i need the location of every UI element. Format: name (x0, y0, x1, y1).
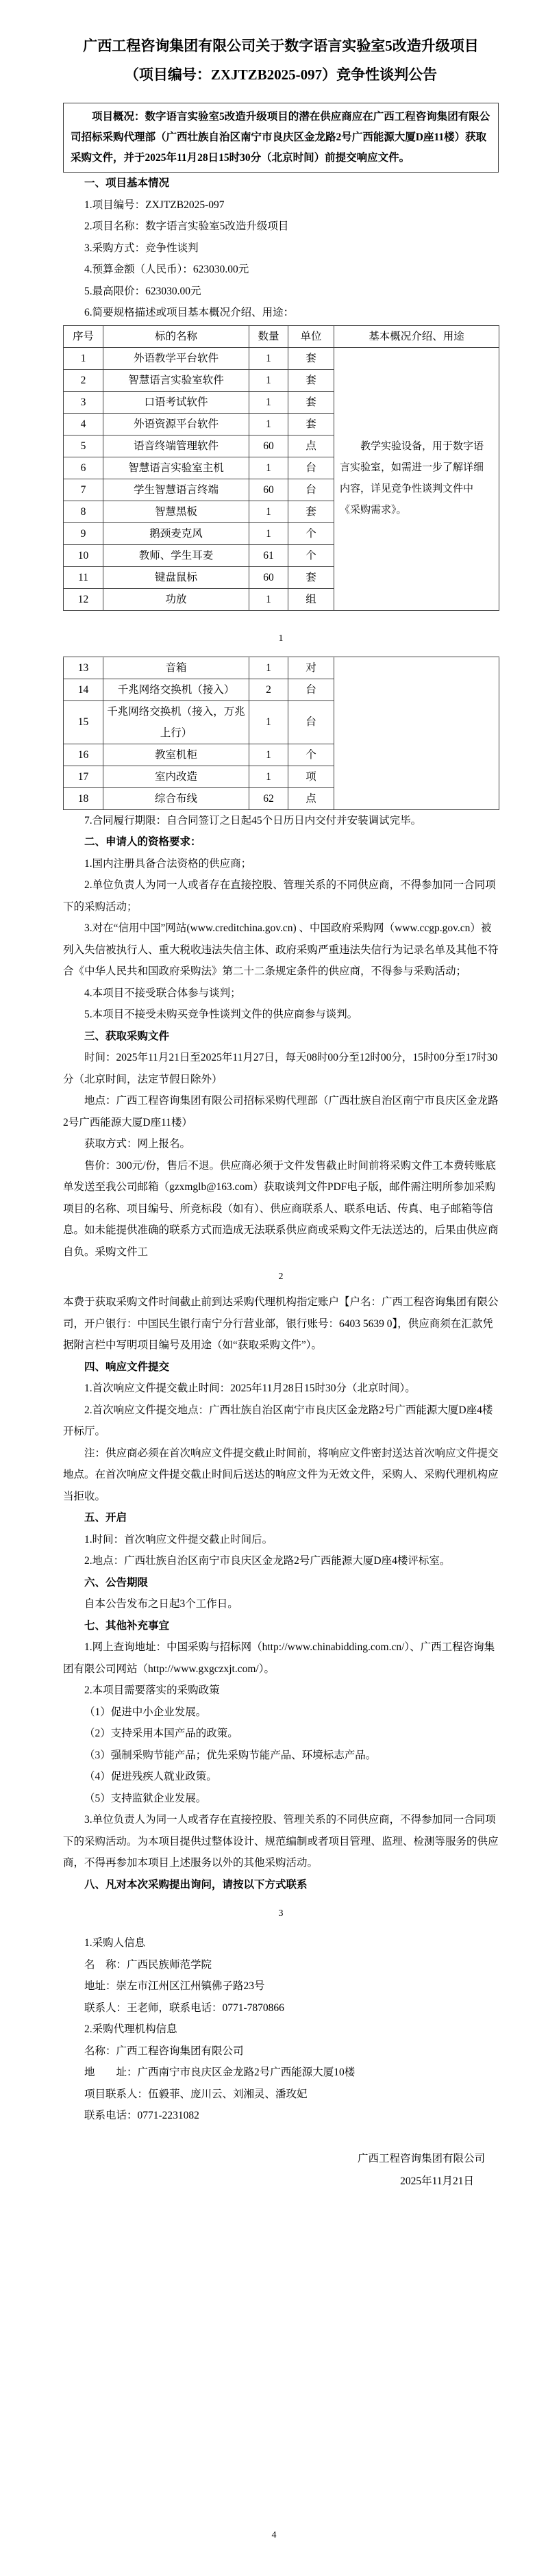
items-table-part1 (63, 325, 499, 611)
policy-item: （3）强制采购节能产品；优先采购节能产品、环境标志产品。 (84, 1749, 377, 1761)
cell-unit: 套 (288, 501, 334, 522)
cell-no: 2 (64, 369, 103, 391)
doc-obtain-place: 地点：广西工程咨询集团有限公司招标采购代理部（广西壮族自治区南宁市良庆区金龙路2号广西能源大厦D座11楼） (63, 1095, 499, 1128)
policy-item: （4）促进残疾人就业政策。 (84, 1771, 217, 1782)
cell-qty: 60 (249, 435, 288, 457)
agent-contacts: 项目联系人：伍毅菲、庞川云、刘湘灵、潘玫妃 (84, 2088, 308, 2100)
page-number-1: 1 (278, 633, 284, 644)
table-row (64, 347, 499, 369)
cell-no: 7 (64, 479, 103, 501)
cell-qty: 1 (249, 369, 288, 391)
cell-qty: 1 (249, 766, 288, 787)
project-name: 2.项目名称：数字语言实验室5改造升级项目 (84, 220, 289, 232)
buyer-address: 地址：崇左市江州区江州镇佛子路23号 (84, 1980, 265, 1992)
cell-qty: 60 (249, 479, 288, 501)
col-header-no: 序号 (64, 325, 103, 347)
cell-unit: 台 (288, 700, 334, 744)
cell-no: 8 (64, 501, 103, 522)
title-line-1: 广西工程咨询集团有限公司关于数字语言实验室5改造升级项目 (83, 38, 479, 54)
submit-deadline: 1.首次响应文件提交截止时间：2025年11月28日15时30分（北京时间）。 (84, 1382, 416, 1394)
section3-heading: 三、获取采购文件 (84, 1030, 170, 1042)
cell-no: 5 (64, 435, 103, 457)
cell-name: 鹅颈麦克风 (103, 522, 249, 544)
cell-description: 教学实验设备，用于数字语言实验室，如需进一步了解详细内容，详见竞争性谈判文件中《采购需求》。 (334, 347, 499, 610)
page-number-2: 2 (278, 1272, 284, 1282)
qualification-item: 4.本项目不接受联合体参与谈判； (84, 987, 241, 999)
cell-qty: 1 (249, 657, 288, 679)
buyer-contact: 联系人：王老师，联系电话：0771-7870866 (84, 2002, 284, 2014)
cell-name: 口语考试软件 (103, 391, 249, 413)
cell-unit: 个 (288, 544, 334, 566)
doc-obtain-method: 获取方式：网上报名。 (84, 1138, 191, 1150)
max-price: 5.最高限价：623030.00元 (84, 285, 201, 297)
items-table-part2 (63, 656, 499, 810)
cell-name: 语音终端管理软件 (103, 435, 249, 457)
cell-unit: 套 (288, 369, 334, 391)
project-overview-box (63, 103, 499, 173)
submit-place: 2.首次响应文件提交地点：广西壮族自治区南宁市良庆区金龙路2号广西能源大厦D座4楼开标厅。 (63, 1404, 493, 1437)
cell-unit: 组 (288, 588, 334, 610)
cell-no: 18 (64, 787, 103, 809)
cell-name: 功放 (103, 588, 249, 610)
procurement-method: 3.采购方式：竞争性谈判 (84, 242, 199, 254)
section2-heading: 二、申请人的资格要求： (84, 836, 201, 848)
cell-qty: 1 (249, 457, 288, 479)
qualification-item: 2.单位负责人为同一人或者存在直接控股、管理关系的不同供应商，不得参加同一合同项下的采购活动； (63, 879, 496, 913)
cell-unit: 个 (288, 522, 334, 544)
cell-unit: 套 (288, 566, 334, 588)
cell-no: 12 (64, 588, 103, 610)
cell-no: 13 (64, 657, 103, 679)
qualification-item: 3.对在“信用中国”网站(www.creditchina.gov.cn) 、中国政府采购网（www.ccgp.gov.cn）被列入失信被执行人、重大税收违法失信主体、政府采购严重违法失信行为记录名单及其他不符合《中华人民共和国政府采购法》第二十二条规定条件的供应商，不得参与采购活动； (63, 922, 499, 977)
title-line-2: （项目编号：ZXJTZB2025-097）竞争性谈判公告 (124, 66, 438, 83)
policy-item: （2）支持采用本国产品的政策。 (84, 1728, 238, 1739)
cell-name: 音箱 (103, 657, 249, 679)
cell-qty: 60 (249, 566, 288, 588)
cell-name: 外语资源平台软件 (103, 413, 249, 435)
col-header-qty: 数量 (249, 325, 288, 347)
buyer-name: 名 称：广西民族师范学院 (84, 1958, 212, 1971)
cell-unit: 套 (288, 347, 334, 369)
submit-note: 注：供应商必须在首次响应文件提交截止时间前，将响应文件密封送达首次响应文件提交地点。在首次响应文件提交截止时间后送达的响应文件为无效文件，采购人、采购代理机构应当拒收。 (63, 1447, 499, 1502)
cell-no: 14 (64, 679, 103, 700)
cell-unit: 对 (288, 657, 334, 679)
cell-unit: 台 (288, 457, 334, 479)
section6-heading: 六、公告期限 (84, 1576, 149, 1589)
cell-no: 6 (64, 457, 103, 479)
spec-intro-label: 6.简要规格描述或项目基本概况介绍、用途： (84, 307, 295, 318)
cell-unit: 台 (288, 479, 334, 501)
cell-qty: 1 (249, 588, 288, 610)
col-header-desc: 基本概况介绍、用途 (334, 325, 499, 347)
cell-no: 10 (64, 544, 103, 566)
cell-no: 16 (64, 744, 103, 766)
cell-qty: 1 (249, 700, 288, 744)
doc-price-part1: 售价：300元/份，售后不退。供应商必须于文件发售截止时间前将采购文件工本费转账底单发送至我公司邮箱（gzxmglb@163.com）获取谈判文件PDF电子版，邮件需注明所参加采购项目的名称、项目编号、所竞标段（如有）、供应商联系人、联系电话、传真、电子邮箱等信息。如未能提供准确的联系方式而造成无法联系供应商或采购文件无法送达的，后果由供应商自负。采购文件工 (63, 1159, 499, 1258)
doc-price-part2: 本费于获取采购文件时间截止前到达采购代理机构指定账户【户名：广西工程咨询集团有限公司，开户银行：中国民生银行南宁分行营业部，银行账号：6403 5639 0】，供应商须在汇款凭据附言栏中写明项目编号及用途（如“获取采购文件”）。 (63, 1296, 499, 1351)
agent-address: 地 址：广西南宁市良庆区金龙路2号广西能源大厦10楼 (84, 2067, 356, 2078)
cell-name: 室内改造 (103, 766, 249, 787)
col-header-unit: 单位 (288, 325, 334, 347)
section4-heading: 四、响应文件提交 (84, 1361, 170, 1373)
cell-no: 11 (64, 566, 103, 588)
project-overview-text: 项目概况：数字语言实验室5改造升级项目的潜在供应商应在广西工程咨询集团有限公司招标采购代理部（广西壮族自治区南宁市良庆区金龙路2号广西能源大厦D座11楼）获取采购文件，并于2025年11月28日15时30分（北京时间）前提交响应文件。 (71, 111, 490, 164)
cell-name: 综合布线 (103, 787, 249, 809)
page-number-4: 4 (271, 2530, 277, 2540)
cell-qty: 62 (249, 787, 288, 809)
cell-qty: 2 (249, 679, 288, 700)
cell-unit: 台 (288, 679, 334, 700)
open-place: 2.地点：广西壮族自治区南宁市良庆区金龙路2号广西能源大厦D座4楼评标室。 (84, 1555, 451, 1567)
signature-block (63, 2147, 499, 2193)
table-row (64, 657, 499, 679)
agent-info-heading: 2.采购代理机构信息 (84, 2023, 177, 2035)
budget-amount: 4.预算金额（人民币）：623030.00元 (84, 264, 249, 275)
section1-heading: 一、项目基本情况 (84, 177, 170, 189)
open-time: 1.时间：首次响应文件提交截止时间后。 (84, 1533, 273, 1545)
cell-no: 15 (64, 700, 103, 744)
policy-item: （1）促进中小企业发展。 (84, 1706, 207, 1718)
cell-no: 1 (64, 347, 103, 369)
document-title (63, 0, 499, 89)
cell-qty: 1 (249, 391, 288, 413)
cell-qty: 61 (249, 544, 288, 566)
cell-qty: 1 (249, 522, 288, 544)
policy-intro: 2.本项目需要落实的采购政策 (84, 1684, 220, 1696)
cell-unit: 项 (288, 766, 334, 787)
agent-name: 名称：广西工程咨询集团有限公司 (84, 2045, 244, 2057)
signature-company: 广西工程咨询集团有限公司 (357, 2152, 485, 2164)
cell-qty: 1 (249, 347, 288, 369)
cell-no: 9 (64, 522, 103, 544)
doc-obtain-time: 时间：2025年11月21日至2025年11月27日，每天08时00分至12时00分，15时00分至17时30分（北京时间，法定节假日除外） (63, 1052, 498, 1085)
cell-name: 学生智慧语言终端 (103, 479, 249, 501)
policy-item: （5）支持监狱企业发展。 (84, 1792, 207, 1804)
cell-no: 17 (64, 766, 103, 787)
cell-unit: 套 (288, 413, 334, 435)
cell-name: 智慧黑板 (103, 501, 249, 522)
cell-unit: 套 (288, 391, 334, 413)
table-header-row (64, 325, 499, 347)
cell-unit: 点 (288, 787, 334, 809)
project-number: 1.项目编号：ZXJTZB2025-097 (84, 199, 225, 211)
cell-name: 教师、学生耳麦 (103, 544, 249, 566)
col-header-name: 标的名称 (103, 325, 249, 347)
cell-name: 千兆网络交换机（接入） (103, 679, 249, 700)
qualification-item: 1.国内注册具备合法资格的供应商； (84, 857, 252, 870)
agent-phone: 联系电话：0771-2231082 (84, 2110, 199, 2121)
cell-no: 3 (64, 391, 103, 413)
buyer-info-heading: 1.采购人信息 (84, 1937, 146, 1949)
contract-term: 7.合同履行期限：自合同签订之日起45个日历日内交付并安装调试完毕。 (84, 814, 422, 826)
cell-name: 教室机柜 (103, 744, 249, 766)
cell-name: 千兆网络交换机（接入，万兆上行） (103, 700, 249, 744)
cell-qty: 1 (249, 744, 288, 766)
section8-heading: 八、凡对本次采购提出询问，请按以下方式联系 (84, 1878, 308, 1891)
cell-qty: 1 (249, 413, 288, 435)
cell-name: 智慧语言实验室软件 (103, 369, 249, 391)
cell-name: 键盘鼠标 (103, 566, 249, 588)
cell-no: 4 (64, 413, 103, 435)
cell-unit: 点 (288, 435, 334, 457)
cell-qty: 1 (249, 501, 288, 522)
qualification-item: 5.本项目不接受未购买竞争性谈判文件的供应商参与谈判。 (84, 1009, 358, 1020)
signature-date: 2025年11月21日 (400, 2175, 474, 2187)
page-number-3: 3 (278, 1908, 284, 1919)
online-query-urls: 1.网上查询地址：中国采购与招标网（http://www.chinabidding.com.cn/）、广西工程咨询集团有限公司网站（http://www.gxgczxjt.com/）。 (63, 1641, 495, 1675)
section5-heading: 五、开启 (84, 1512, 127, 1524)
cell-description (334, 657, 499, 810)
cell-unit: 个 (288, 744, 334, 766)
announce-period: 自本公告发布之日起3个工作日。 (84, 1598, 238, 1610)
cell-name: 智慧语言实验室主机 (103, 457, 249, 479)
policy-extra-rule: 3.单位负责人为同一人或者存在直接控股、管理关系的不同供应商，不得参加同一合同项下的采购活动。为本项目提供过整体设计、规范编制或者项目管理、监理、检测等服务的供应商，不得再参加本项目上述服务以外的其他采购活动。 (63, 1814, 499, 1869)
cell-name: 外语教学平台软件 (103, 347, 249, 369)
section7-heading: 七、其他补充事宜 (84, 1619, 170, 1632)
